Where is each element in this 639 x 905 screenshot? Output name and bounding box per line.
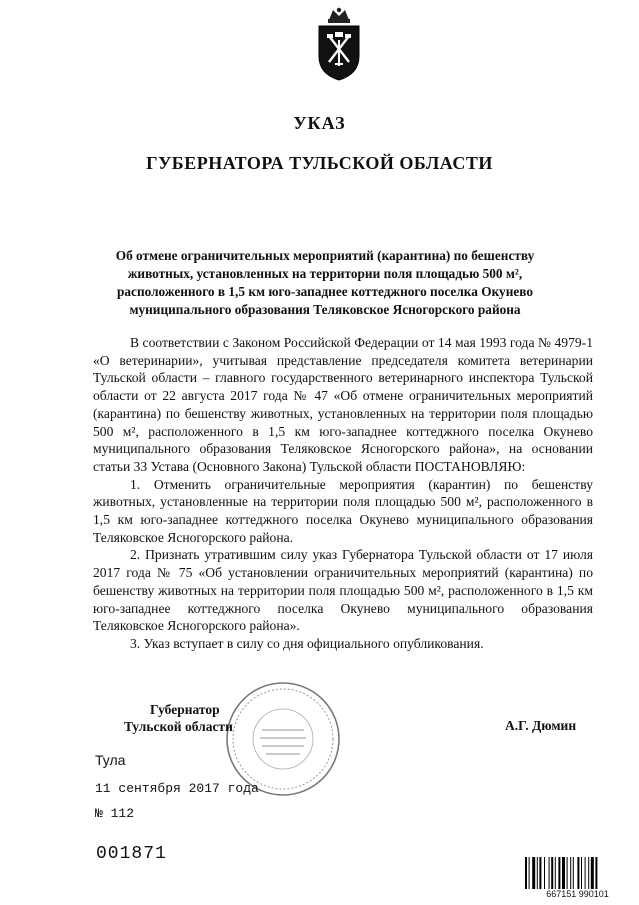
- issue-date: 11 сентября 2017 года: [95, 781, 259, 796]
- document-subject: Об отмене ограничительных мероприятий (карантина) по бешенству животных, установленных на территории поля площадью 500 м², расположенного в 1,5 км юго-западнее коттеджного поселка Окунево муниципального образования Теляковское Ясногорского района: [115, 248, 535, 317]
- document-title: УКАЗ: [293, 113, 346, 133]
- barcode-number: 667151 990101: [546, 889, 609, 899]
- barcode-icon: [525, 857, 630, 889]
- paragraph-item-1: 1. Отменить ограничительные мероприятия (карантин) по бешенству животных, установленные на территории поля площадью 500 м², расположенного в 1,5 км юго-западнее коттеджного поселка Окунево муниципального образования Теляковское Ясногорского района.: [93, 476, 593, 545]
- signatory-name: А.Г. Дюмин: [505, 718, 577, 733]
- paragraph-item-3: 3. Указ вступает в силу со дня официального опубликования.: [130, 635, 484, 651]
- paragraph-preamble: В соответствии с Законом Российской Федерации от 14 мая 1993 года № 4979-1 «О ветеринарии», учитывая представление председателя комитета ветеринарии Тульской области – главного государственного ветеринарного инспектора Тульской области от 22 августа 2017 года № 47 «Об отмене ограничительных мероприятий (карантина) по бешенству животных, установленных на территории поля площадью 500 м², расположенного в 1,5 км юго-западнее коттеджного поселка Окунево муниципального образования Теляковское Ясногорского района», на основании статьи 33 Устава (Основного Закона) Тульской области ПОСТАНОВЛЯЮ:: [93, 335, 593, 474]
- decree-number: № 112: [95, 806, 135, 821]
- serial-number: 001871: [96, 844, 167, 864]
- paragraph-item-2: 2. Признать утратившим силу указ Губернатора Тульской области от 17 июля 2017 года № 75 «Об установлении ограничительных мероприятий (карантина) по бешенству животных на территории поля площадью 500 м², расположенного в 1,5 км юго-западнее коттеджного поселка Окунево муниципального образования Теляковское Ясногорского района».: [93, 547, 593, 634]
- signatory-position-line1: Губернатор: [150, 702, 220, 717]
- signatory-position-line2: Тульской области: [124, 719, 233, 734]
- signatory-position: [124, 701, 233, 735]
- issue-city: Тула: [95, 752, 126, 768]
- tula-coat-of-arms-icon: [313, 6, 365, 82]
- document-body: [93, 334, 593, 653]
- issuer-title: ГУБЕРНАТОРА ТУЛЬСКОЙ ОБЛАСТИ: [146, 153, 493, 173]
